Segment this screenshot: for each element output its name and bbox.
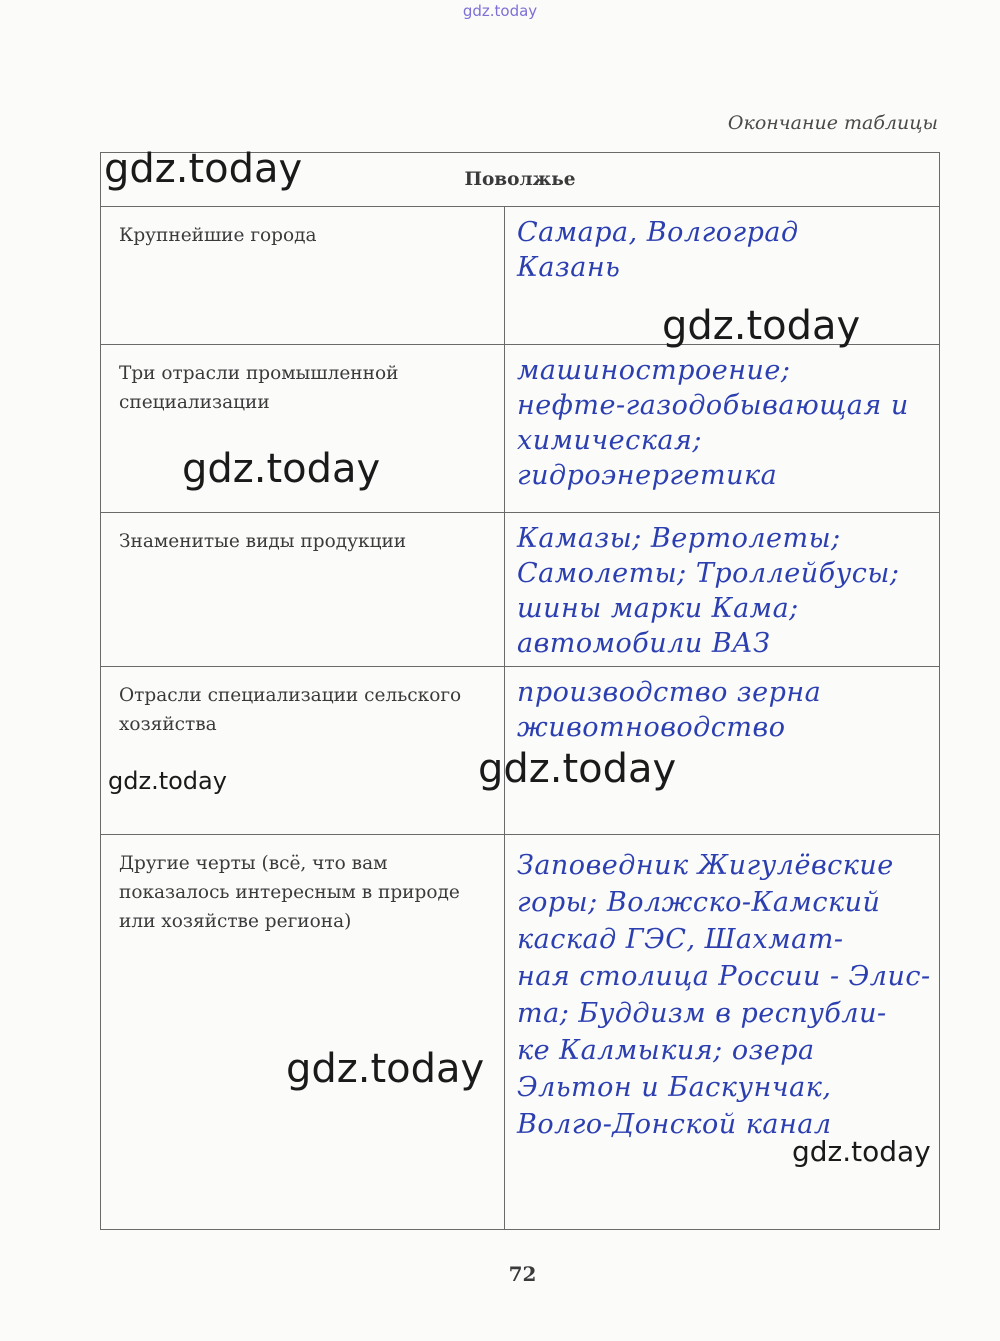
answer-line: Казань <box>517 252 621 283</box>
answer-line: ке Калмыкия; озера <box>517 1035 815 1066</box>
watermark: gdz.today <box>108 767 227 795</box>
answer-line: Эльтон и Баскунчак, <box>517 1072 832 1103</box>
table-header: Поволжье <box>464 169 576 190</box>
answer-line: гидроэнергетика <box>517 460 778 491</box>
table-row <box>101 834 939 1229</box>
watermark: gdz.today <box>662 303 861 349</box>
answer-line: ная столица России - Элис- <box>517 961 931 992</box>
row-answer <box>505 345 939 512</box>
answer-line: Самолеты; Троллейбусы; <box>517 558 900 589</box>
top-watermark: gdz.today <box>462 2 538 20</box>
answer-line: нефте-газодобывающая и <box>517 390 909 421</box>
row-label: Три отрасли промышленной специализации <box>101 345 505 512</box>
watermark: gdz.today <box>792 1135 931 1168</box>
answer-line: та; Буддизм в республи- <box>517 998 887 1029</box>
row-label: Знаменитые виды продукции <box>101 513 505 666</box>
row-label: Другие черты (всё, что вам показалось интересным в природе или хозяйстве региона) <box>101 835 505 1229</box>
table-row <box>101 512 939 666</box>
row-answer <box>505 513 939 666</box>
answer-line: горы; Волжско-Камский <box>517 887 881 918</box>
answer-line: производство зерна <box>517 677 822 708</box>
answer-line: машиностроение; <box>517 355 791 386</box>
watermark: gdz.today <box>286 1046 485 1092</box>
answer-line: Самара, Волгоград <box>517 217 799 248</box>
page-number: 72 <box>508 1262 537 1286</box>
answer-line: каскад ГЭС, Шахмат- <box>517 924 844 955</box>
row-label: Отрасли специализации сельского хозяйства <box>101 667 505 834</box>
table-continuation-caption: Окончание таблицы <box>727 112 938 134</box>
row-answer <box>505 835 939 1229</box>
answer-line: шины марки Кама; <box>517 593 799 624</box>
answer-line: химическая; <box>517 425 702 456</box>
answer-line: животноводство <box>517 712 786 743</box>
watermark: gdz.today <box>182 446 381 492</box>
answer-line: Камазы; Вертолеты; <box>517 523 841 554</box>
answer-line: автомобили ВАЗ <box>517 628 771 659</box>
answer-line: Заповедник Жигулёвские <box>517 850 894 881</box>
watermark: gdz.today <box>478 746 677 792</box>
watermark: gdz.today <box>104 146 303 192</box>
answer-line: Волго-Донской канал <box>517 1109 832 1140</box>
row-label: Крупнейшие города <box>101 207 505 344</box>
